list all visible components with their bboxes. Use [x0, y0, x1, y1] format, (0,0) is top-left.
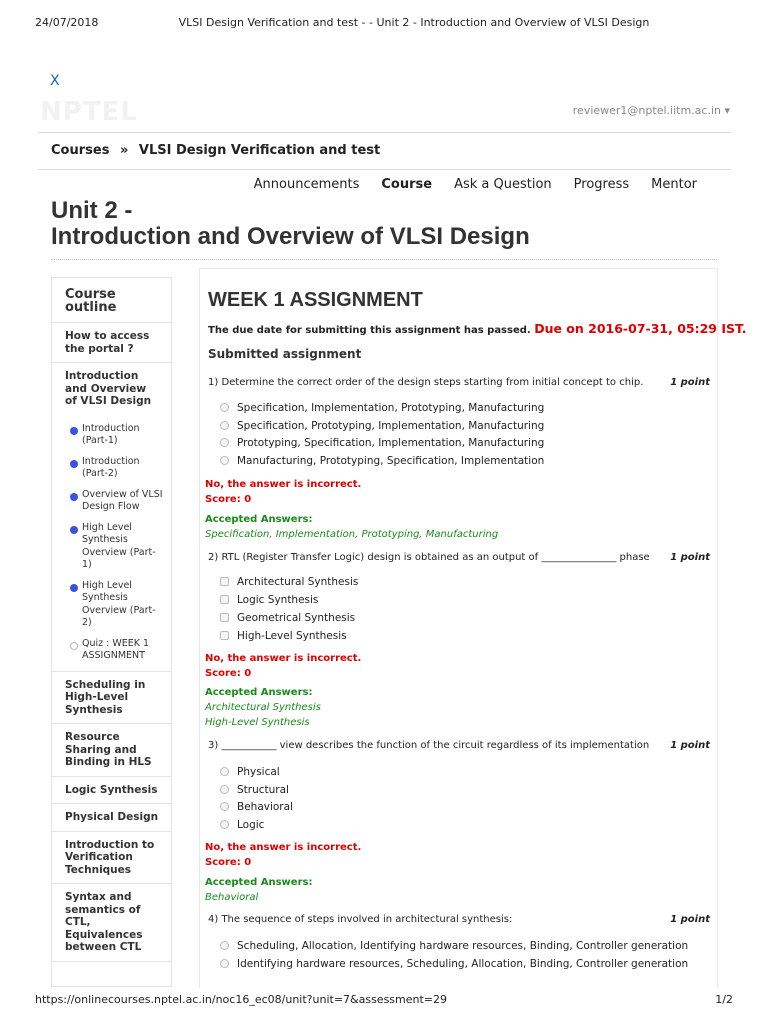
- question-points: 1 point: [670, 914, 710, 925]
- answer-option[interactable]: Scheduling, Allocation, Identifying hardware resources, Binding, Controller generation: [220, 940, 688, 952]
- tab-course[interactable]: Course: [381, 177, 433, 192]
- print-page-number: 1/2: [715, 993, 733, 1006]
- print-title: VLSI Design Verification and test - - Unit 2 - Introduction and Overview of VLSI Design: [178, 16, 650, 29]
- answer-option[interactable]: High-Level Synthesis: [220, 630, 347, 642]
- answer-option[interactable]: Prototyping, Specification, Implementation, Manufacturing: [220, 437, 544, 449]
- due-notice: The due date for submitting this assignment has passed. Due on 2016-07-31, 05:29 IST.: [208, 321, 747, 336]
- title-divider: [51, 259, 717, 260]
- completed-dot-icon: [70, 493, 78, 501]
- score-text: Score: 0: [205, 668, 252, 679]
- accepted-answers-label: Accepted Answers:: [205, 514, 313, 525]
- sidebar-item-unit[interactable]: Resource Sharing and Binding in HLS: [52, 724, 171, 777]
- answer-option[interactable]: Manufacturing, Prototyping, Specification, Implementation: [220, 455, 544, 467]
- sidebar-item-unit[interactable]: Physical Design: [52, 804, 171, 832]
- breadcrumb-course-link[interactable]: VLSI Design Verification and test: [138, 143, 381, 158]
- incorrect-feedback: No, the answer is incorrect.: [205, 842, 362, 853]
- question-text: 2) RTL (Register Transfer Logic) design is obtained as an output of _______________ phase: [208, 552, 650, 563]
- nptel-logo[interactable]: NPTEL: [40, 97, 138, 127]
- tab-mentor[interactable]: Mentor: [651, 177, 697, 192]
- question-points: 1 point: [670, 552, 710, 563]
- sidebar-subitem[interactable]: High Level Synthesis Overview (Part-1): [52, 518, 171, 576]
- sidebar-subitem[interactable]: Overview of VLSI Design Flow: [52, 485, 171, 518]
- user-menu[interactable]: reviewer1@nptel.iitm.ac.in ▾: [572, 104, 730, 117]
- accepted-answer: High-Level Synthesis: [205, 717, 310, 728]
- accepted-answer: Architectural Synthesis: [205, 702, 321, 713]
- radio-button[interactable]: [220, 941, 229, 950]
- answer-option[interactable]: Specification, Implementation, Prototyping, Manufacturing: [220, 402, 544, 414]
- question-text: 3) ___________ view describes the function of the circuit regardless of its implementation: [208, 740, 650, 751]
- sidebar-subitem[interactable]: High Level Synthesis Overview (Part-2): [52, 576, 171, 634]
- score-text: Score: 0: [205, 494, 252, 505]
- score-text: Score: 0: [205, 857, 252, 868]
- page-title-line1: Unit 2 -: [51, 197, 133, 224]
- submitted-heading: Submitted assignment: [208, 347, 362, 361]
- sidebar-item-unit[interactable]: Logic Synthesis: [52, 777, 171, 805]
- sidebar-item-unit[interactable]: Syntax and semantics of CTL, Equivalences between CTL: [52, 884, 171, 962]
- checkbox[interactable]: [220, 613, 229, 622]
- sidebar-item-access-portal[interactable]: How to access the portal ?: [52, 323, 171, 363]
- answer-option[interactable]: Physical: [220, 766, 280, 778]
- breadcrumb-courses-link[interactable]: Courses: [51, 143, 110, 158]
- question-points: 1 point: [670, 740, 710, 751]
- radio-button[interactable]: [220, 403, 229, 412]
- radio-button[interactable]: [220, 820, 229, 829]
- sidebar-subitem[interactable]: Introduction (Part-1): [52, 419, 171, 452]
- completed-dot-icon: [70, 526, 78, 534]
- question-points: 1 point: [670, 377, 710, 388]
- answer-option[interactable]: Identifying hardware resources, Scheduling, Allocation, Binding, Controller generation: [220, 958, 688, 970]
- page-title: [51, 198, 530, 250]
- sidebar-item-unit[interactable]: Scheduling in High-Level Synthesis: [52, 672, 171, 725]
- course-nav-tabs: [254, 177, 697, 192]
- tab-progress[interactable]: Progress: [573, 177, 630, 192]
- answer-option[interactable]: Geometrical Synthesis: [220, 612, 355, 624]
- sidebar-subitem[interactable]: Introduction (Part-2): [52, 452, 171, 485]
- close-icon[interactable]: X: [50, 73, 60, 89]
- accepted-answer: Behavioral: [205, 892, 259, 903]
- answer-option[interactable]: Structural: [220, 784, 289, 796]
- pending-dot-icon: [70, 642, 78, 650]
- print-date: 24/07/2018: [35, 16, 99, 29]
- breadcrumb-separator: »: [119, 143, 129, 158]
- breadcrumb: [51, 143, 386, 158]
- radio-button[interactable]: [220, 785, 229, 794]
- sidebar-item-unit[interactable]: Introduction to Verification Techniques: [52, 832, 171, 885]
- checkbox[interactable]: [220, 595, 229, 604]
- answer-option[interactable]: Logic Synthesis: [220, 594, 318, 606]
- completed-dot-icon: [70, 460, 78, 468]
- radio-button[interactable]: [220, 421, 229, 430]
- completed-dot-icon: [70, 584, 78, 592]
- accepted-answers-label: Accepted Answers:: [205, 687, 313, 698]
- radio-button[interactable]: [220, 959, 229, 968]
- sidebar-item-intro-unit[interactable]: Introduction and Overview of VLSI Design: [65, 370, 152, 407]
- question-text: 4) The sequence of steps involved in architectural synthesis:: [208, 914, 513, 925]
- answer-option[interactable]: Architectural Synthesis: [220, 576, 358, 588]
- accepted-answers-label: Accepted Answers:: [205, 877, 313, 888]
- question-text: 1) Determine the correct order of the design steps starting from initial concept to chip.: [208, 377, 644, 388]
- radio-button[interactable]: [220, 802, 229, 811]
- accepted-answer: Specification, Implementation, Prototyping, Manufacturing: [205, 529, 499, 540]
- divider: [38, 132, 731, 133]
- checkbox[interactable]: [220, 631, 229, 640]
- answer-option[interactable]: Specification, Prototyping, Implementation, Manufacturing: [220, 420, 544, 432]
- course-outline-sidebar: [51, 277, 172, 987]
- incorrect-feedback: No, the answer is incorrect.: [205, 479, 362, 490]
- completed-dot-icon: [70, 427, 78, 435]
- divider: [38, 169, 731, 170]
- radio-button[interactable]: [220, 438, 229, 447]
- radio-button[interactable]: [220, 456, 229, 465]
- print-url: https://onlinecourses.nptel.ac.in/noc16_ec08/unit?unit=7&assessment=29: [35, 993, 448, 1006]
- sidebar-subitem[interactable]: Quiz : WEEK 1 ASSIGNMENT: [52, 634, 171, 667]
- incorrect-feedback: No, the answer is incorrect.: [205, 653, 362, 664]
- assignment-title: WEEK 1 ASSIGNMENT: [208, 289, 423, 311]
- checkbox[interactable]: [220, 577, 229, 586]
- course-outline-title: Course outline: [52, 278, 171, 323]
- answer-option[interactable]: Logic: [220, 819, 264, 831]
- radio-button[interactable]: [220, 767, 229, 776]
- page-title-line2: Introduction and Overview of VLSI Design: [51, 223, 530, 250]
- tab-announcements[interactable]: Announcements: [253, 177, 360, 192]
- answer-option[interactable]: Behavioral: [220, 801, 293, 813]
- sidebar-sublist: [52, 415, 171, 672]
- due-date: Due on 2016-07-31, 05:29 IST.: [534, 321, 747, 336]
- assignment-panel: [199, 268, 747, 988]
- tab-ask-a-question[interactable]: Ask a Question: [454, 177, 552, 192]
